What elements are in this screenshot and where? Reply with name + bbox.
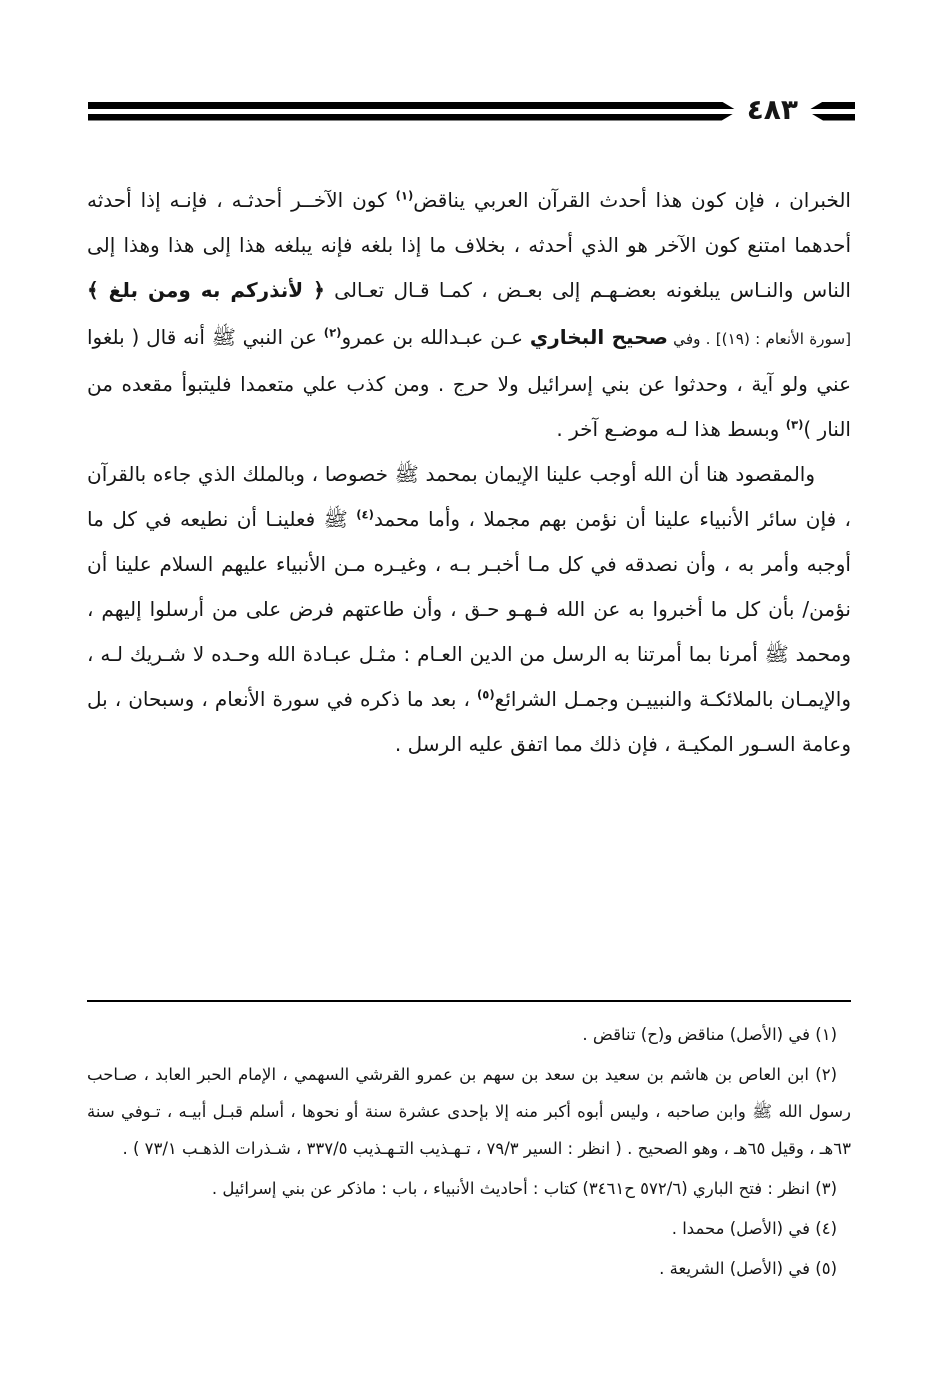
footnote-divider xyxy=(87,1000,851,1002)
footnote-mark-2: (٢) xyxy=(323,325,342,340)
book-title-sahih-bukhari: صحيح البخاري xyxy=(529,325,668,349)
main-text xyxy=(87,178,851,767)
footnote-4: (٤) في (الأصل) محمدا . xyxy=(671,1219,837,1238)
footnote-mark-5: (٥) xyxy=(476,687,495,702)
text-run: عـن عبـدالله بن عمرو xyxy=(341,325,530,349)
text-run: والمقصود هنا أن الله أوجب علينا الإيمان بمحمد ﷺ خصوصا ، وبالملك الذي جاءه بالقرآن ، فإن سائر الأنبياء علينا أن نؤمن بهم مجملا ، وأما محمد xyxy=(87,462,851,531)
footnote-2: (٢) ابن العاص بن هاشم بن سعيد بن سعد بن سهم بن عمرو القرشي السهمي ، الإمام الحبر العابد ، صـاحب رسول الله ﷺ وابن صاحبه ، وليس أبوه أكبر منه إلا بإحدى عشرة سنة أو نحوها ، أسلم قبـل أبيـه ، تـوفي سنة ٦٣هـ ، وقيل ٦٥هـ ، وهو الصحيح . ( انظر : السير ٧٩/٣ ، تـهـذيب التـهـذيب ٣٣٧/٥ ، شـذرات الذهـب ٧٣/١ ) . xyxy=(87,1065,851,1158)
ayah-reference: [سورة الأنعام : (١٩)] . وفي xyxy=(667,330,851,348)
footnote-mark-1: (١) xyxy=(395,188,414,203)
footnote-1: (١) في (الأصل) مناقض و(ح) تناقض . xyxy=(582,1025,837,1044)
footnote-mark-4: (٤) xyxy=(356,507,374,522)
header-rule-left xyxy=(88,102,738,121)
header-rule-right xyxy=(807,102,855,121)
paragraph-1 xyxy=(87,178,851,452)
text-run: عن النبي ﷺ أنه قال ( بلغوا عني ولو آية ، وحدثوا عن بني إسرائيل ولا حرج . ومن كذب علي متعمدا فليتبوأ مقعده من النار ) xyxy=(87,325,851,441)
footnote-3: (٣) انظر : فتح الباري (٥٧٢/٦ ح٣٤٦١) كتاب : أحاديث الأنبياء ، باب : ماذكر عن بني إسرائيل . xyxy=(211,1179,837,1198)
text-run: كون الآخــر أحدثـه ، فإنـه إذا أحدثه أحدهما امتنع كون الآخر هو الذي أحدثه ، بخلاف ما إذا بلغه فإنه يبلغه هذا إلى هذا وهذا إلى الناس والنـاس يبلغونه بعضـهـم إلى بعـض ، كمـا قـال تعـالى xyxy=(87,188,851,302)
text-run: وبسط هذا لـه موضـع آخر . xyxy=(556,417,786,441)
text-run: ، بعد ما ذكره في سورة الأنعام ، وسبحان ، بل وعامة السـور المكيـة ، فإن ذلك مما اتفق عليه الرسل . xyxy=(87,687,851,756)
page-number: ٤٨٣ xyxy=(746,93,798,126)
quran-quote: ﴿ لأنذركم به ومن بلغ ﴾ xyxy=(87,278,325,302)
text-run: الخبران ، فإن كون هذا أحدث القرآن العربي يناقض xyxy=(413,188,851,212)
footnote-5: (٥) في (الأصل) الشريعة . xyxy=(659,1259,837,1278)
footnote-mark-3: (٣) xyxy=(785,417,804,432)
text-run: ﷺ فعلينـا أن نطيعه في كل ما أوجبه وأمر به ، وأن نصدقه في كل مـا أخبـر بـه ، وغيـره مـن الأنبياء عليهم السلام علينا أن نؤمن/ بأن كل ما أخبروا به عن الله فـهـو حـق ، وأن طاعتهم فرض على من أرسلوا إليهم ، ومحمد ﷺ أمرنا بما أمرتنا به الرسل من الدين العـام : مثـل عبـادة الله وحـده لا شـريك لـه ، والإيمـان بالملائكـة والنبييـن وجمـل الشرائع xyxy=(87,507,851,711)
page-header xyxy=(88,93,855,126)
paragraph-2 xyxy=(87,452,851,767)
footnotes-section xyxy=(87,1000,851,1290)
